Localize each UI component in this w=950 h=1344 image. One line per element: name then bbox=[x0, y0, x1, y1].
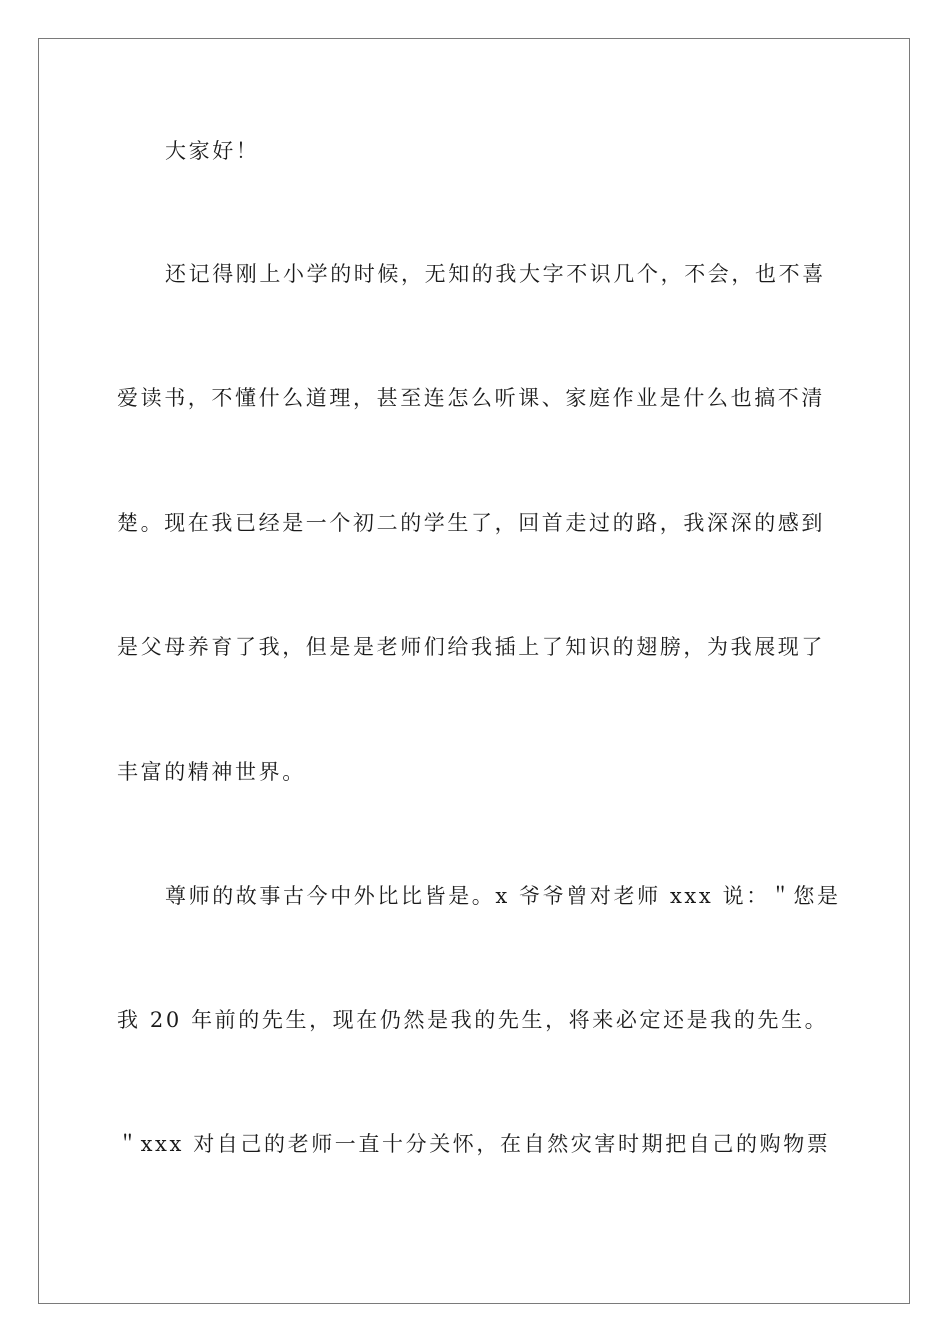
paragraph-1-line-2: 爱读书，不懂什么道理，甚至连怎么听课、家庭作业是什么也搞不清 bbox=[117, 386, 825, 410]
paragraph-1-line-3: 楚。现在我已经是一个初二的学生了，回首走过的路，我深深的感到 bbox=[117, 511, 825, 535]
paragraph-2-line-1: 尊师的故事古今中外比比皆是。x 爷爷曾对老师 xxx 说：＂您是 bbox=[165, 884, 841, 908]
greeting-line: 大家好！ bbox=[165, 139, 260, 163]
page-border bbox=[38, 38, 910, 1304]
paragraph-1-line-1: 还记得刚上小学的时候，无知的我大字不识几个，不会，也不喜 bbox=[165, 262, 826, 286]
paragraph-1-line-5: 丰富的精神世界。 bbox=[117, 760, 306, 784]
paragraph-2-line-3: ＂xxx 对自己的老师一直十分关怀，在自然灾害时期把自己的购物票 bbox=[117, 1132, 831, 1156]
paragraph-2-line-2: 我 20 年前的先生，现在仍然是我的先生，将来必定还是我的先生。 bbox=[117, 1008, 829, 1032]
paragraph-1-line-4: 是父母养育了我，但是是老师们给我插上了知识的翅膀，为我展现了 bbox=[117, 635, 825, 659]
